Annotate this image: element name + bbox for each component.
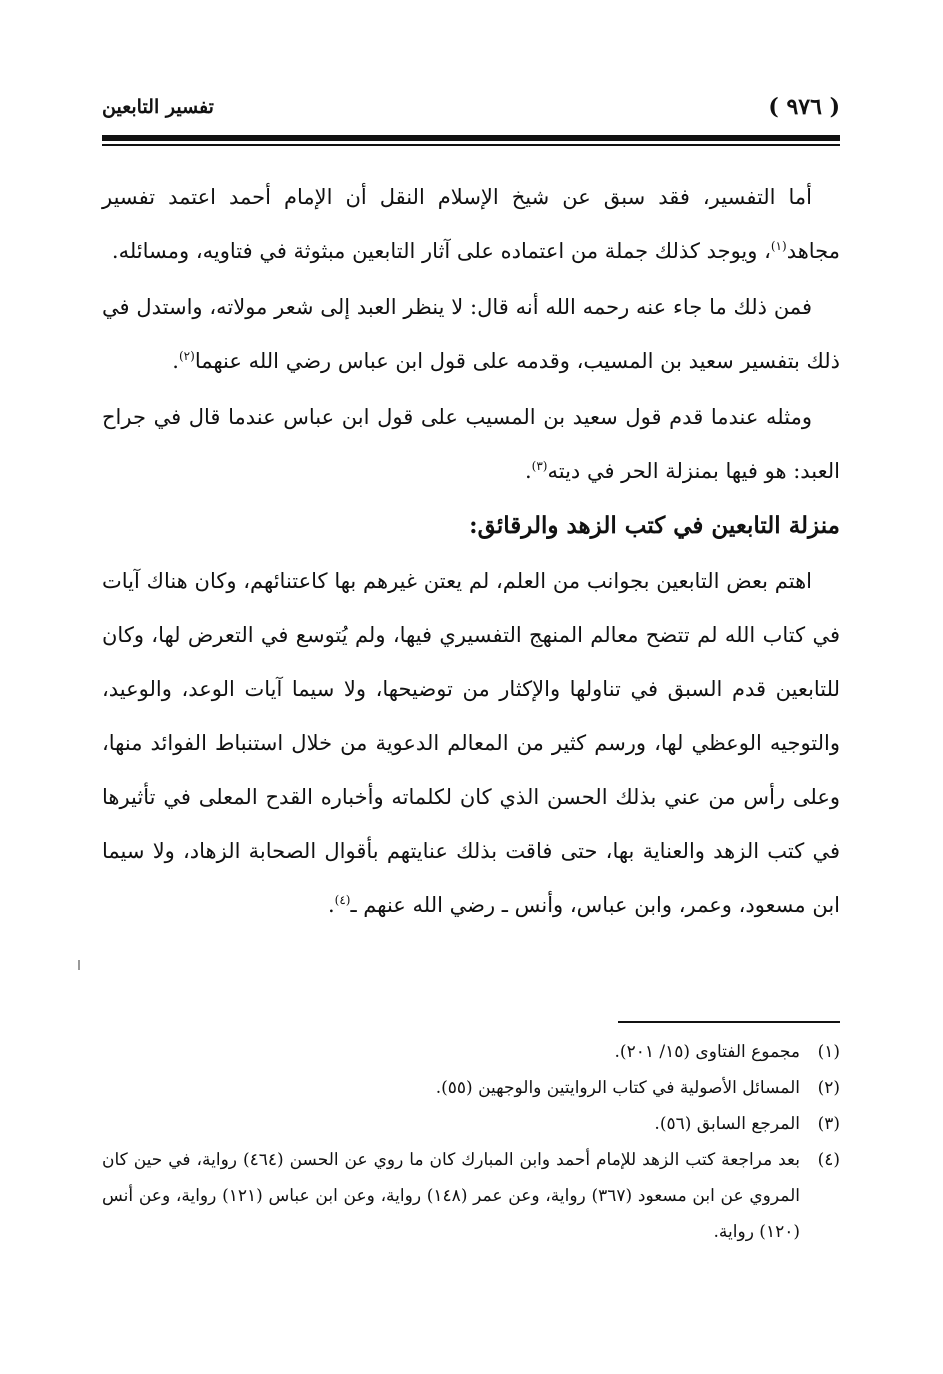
footnote-ref-1: (١)	[770, 239, 787, 253]
paragraph-2	[102, 280, 840, 388]
running-title: تفسير التابعين	[102, 96, 214, 118]
footnote-item	[102, 1034, 840, 1070]
paragraph-1	[102, 170, 840, 278]
footnote-text: المرجع السابق (٥٦).	[654, 1114, 800, 1134]
paragraph-3	[102, 390, 840, 498]
footnote-number: (٤)	[817, 1150, 840, 1170]
footnote-separator	[618, 1021, 840, 1023]
footnote-ref-2: (٢)	[178, 349, 195, 363]
scan-margin-mark	[78, 960, 80, 970]
header-rule-thin	[102, 144, 840, 146]
footnote-number: (١)	[817, 1042, 840, 1062]
page-number: ( ٩٧٦ )	[768, 94, 840, 120]
paragraph-2-end: .	[172, 349, 179, 373]
paragraph-1-text: أما التفسير، فقد سبق عن شيخ الإسلام النقل أن الإمام أحمد اعتمد تفسير مجاهد	[102, 185, 840, 263]
footnote-number: (٣)	[817, 1114, 840, 1134]
footnote-text: مجموع الفتاوى (١٥/ ٢٠١).	[614, 1042, 800, 1062]
footnote-text: المسائل الأصولية في كتاب الروايتين والوجهين (٥٥).	[435, 1078, 800, 1098]
footnote-ref-3: (٣)	[531, 459, 548, 473]
footnote-ref-4: (٤)	[334, 893, 351, 907]
footnotes	[102, 1034, 840, 1250]
paragraph-2-text: فمن ذلك ما جاء عنه رحمه الله أنه قال: لا ينظر العبد إلى شعر مولاته، واستدل في ذلك بتفسير سعيد بن المسيب، وقدمه على قول ابن عباس رضي الله عنهما	[102, 295, 840, 373]
footnote-item	[102, 1142, 840, 1250]
footnote-item	[102, 1106, 840, 1142]
footnote-item	[102, 1070, 840, 1106]
main-text	[102, 170, 840, 932]
paragraph-4	[102, 554, 840, 932]
page-header	[102, 90, 840, 130]
paragraph-3-text: ومثله عندما قدم قول سعيد بن المسيب على قول ابن عباس عندما قال في جراح العبد: هو فيها بمنزلة الحر في ديته	[102, 405, 840, 483]
paragraph-1-continuation: ، ويوجد كذلك جملة من اعتماده على آثار التابعين مبثوثة في فتاويه، ومسائله.	[111, 239, 771, 263]
section-heading: منزلة التابعين في كتب الزهد والرقائق:	[469, 512, 840, 539]
paragraph-4-end: .	[327, 893, 335, 917]
footnote-number: (٢)	[817, 1078, 840, 1098]
paragraph-3-end: .	[524, 459, 532, 483]
footnote-text: بعد مراجعة كتب الزهد للإمام أحمد وابن المبارك كان ما روي عن الحسن (٤٦٤) رواية، في حين كان المروي عن ابن مسعود (٣٦٧) رواية، وعن عمر (١٤٨) رواية، وعن ابن عباس (١٢١) رواية، وعن أنس (١٢٠) رواية.	[102, 1150, 800, 1242]
header-rule-thick	[102, 135, 840, 141]
paragraph-4-text: اهتم بعض التابعين بجوانب من العلم، لم يعتن غيرهم بها كاعتنائهم، وكان هناك آيات في كتاب الله لم تتضح معالم المنهج التفسيري فيها، ولم يُتوسع في التعرض لها، وكان للتابعين قدم السبق في تناولها والإكثار من توضيحها، ولا سيما آيات الوعد، والوعيد، والتوجيه الوعظي لها، ورسم كثير من المعالم الدعوية من خلال استنباط الفوائد منها، وعلى رأس من عني بذلك الحسن الذي كان لكلماته وأخباره القدح المعلى في تأثيرها في كتب الزهد والعناية بها، حتى فاقت بذلك عنايتهم بأقوال الصحابة الزهاد، ولا سيما ابن مسعود، وعمر، وابن عباس، وأنس ـ رضي الله عنهم ـ	[102, 569, 840, 917]
